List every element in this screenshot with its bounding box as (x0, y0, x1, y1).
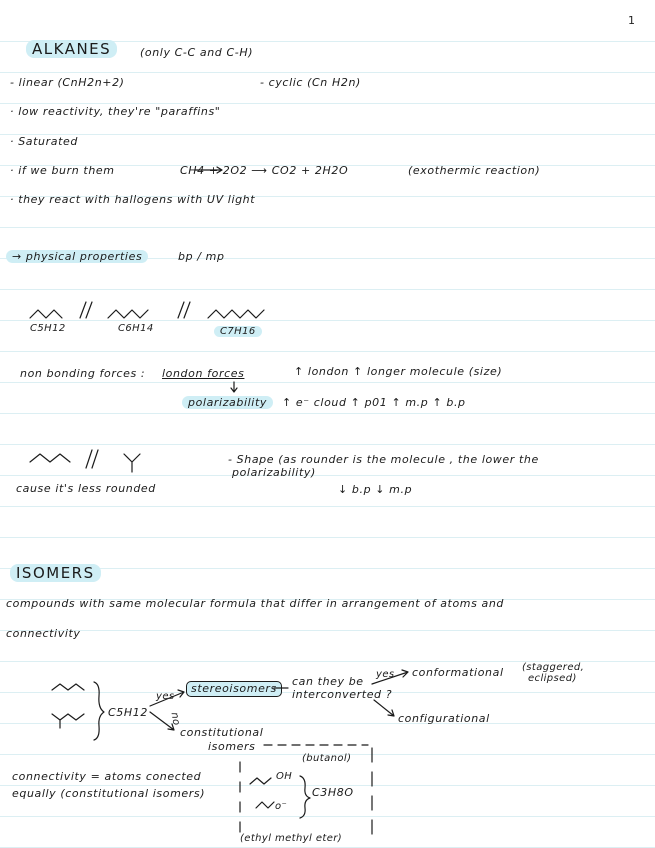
shape-trend: ↓ b.p ↓ m.p (338, 483, 413, 496)
skeletal-c5h12-icon (30, 310, 62, 318)
halogen-reaction: · they react with hallogens with UV light (10, 193, 256, 206)
molecule-c6h14: C6H14 (118, 323, 154, 334)
skeletal-isopentane-icon (52, 714, 84, 728)
saturated: · Saturated (10, 135, 78, 148)
double-slash-icon (86, 450, 98, 468)
isomers-title: ISOMERS (10, 564, 101, 582)
alkanes-subtitle: (only C-C and C-H) (140, 46, 254, 59)
polarizability-trend: ↑ e⁻ cloud ↑ p01 ↑ m.p ↑ b.p (282, 396, 466, 409)
shape-note-line2: polarizability) (232, 466, 316, 479)
london-forces: london forces (162, 367, 245, 380)
alkanes-title: ALKANES (26, 40, 117, 58)
polarizability-label: polarizability (182, 396, 273, 410)
low-reactivity: · low reactivity, they're "paraffins" (10, 105, 221, 118)
yes-arrow-icon (150, 690, 184, 706)
connectivity-note-line1: connectivity = atoms conected (12, 770, 202, 783)
yes-label-2: yes (376, 669, 395, 680)
no-label: no (168, 711, 182, 727)
connectivity-note-line2: equally (constitutional isomers) (12, 787, 206, 800)
isomers-definition-line2: connectivity (6, 627, 81, 640)
skeletal-pentane-icon (52, 684, 84, 690)
skeletal-branched-icon (124, 454, 140, 472)
cause-less-rounded: cause it's less rounded (16, 482, 156, 495)
molecule-c7h16: C7H16 (214, 325, 262, 339)
skeletal-c7h16-icon (208, 310, 264, 318)
isomer-formula: C5H12 (108, 706, 148, 719)
yes-label-1: yes (156, 691, 175, 702)
staggered-label: (staggered, (522, 662, 585, 673)
ether-oxygen: o⁻ (275, 801, 288, 812)
double-slash-icon (80, 302, 92, 318)
skeletal-ether-icon (256, 802, 274, 808)
conformational-arrow-icon (372, 670, 408, 684)
shape-note-line1: - Shape (as rounder is the molecule , the lower the (228, 453, 539, 466)
double-slash-icon (178, 302, 190, 318)
skeletal-linear-icon (30, 454, 70, 462)
interconvert-question-line2: interconverted ? (292, 688, 393, 701)
eclipsed-label: eclipsed) (528, 673, 577, 684)
arrow-right-icon (195, 167, 222, 173)
physical-properties-label: → physical properties (6, 250, 148, 264)
london-trend: ↑ london ↑ longer molecule (size) (294, 365, 503, 378)
no-arrow-icon (150, 712, 174, 730)
page-number: 1 (628, 14, 635, 27)
molecule-c5h12: C5H12 (30, 323, 66, 334)
constitutional-line1: constitutional (180, 726, 264, 739)
configurational: configurational (398, 712, 490, 725)
combustion-equation: CH4 + 2O2 ⟶ CO2 + 2H2O (180, 164, 349, 177)
skeletal-c6h14-icon (108, 310, 148, 318)
constitutional-line2: isomers (208, 740, 256, 753)
interconvert-question-line1: can they be (292, 675, 364, 688)
burn-statement: · if we burn them (10, 164, 115, 177)
oh-group: OH (276, 771, 293, 782)
isomers-definition-line1: compounds with same molecular formula that differ in arrangement of atoms and (6, 597, 505, 610)
skeletal-butanol-icon (250, 778, 271, 784)
brace-icon (300, 776, 310, 818)
ethyl-methyl-ether-label: (ethyl methyl eter) (240, 833, 343, 844)
configurational-arrow-icon (374, 700, 394, 716)
c3h8o-formula: C3H8O (312, 786, 354, 799)
exothermic-note: (exothermic reaction) (408, 164, 541, 177)
linear-alkanes: - linear (CnH2n+2) (10, 76, 125, 89)
cyclic-alkanes: - cyclic (Cn H2n) (260, 76, 361, 89)
brace-icon (94, 682, 104, 740)
nonbonding-forces: non bonding forces : (20, 367, 146, 380)
conformational: conformational (412, 666, 504, 679)
butanol-label: (butanol) (302, 753, 352, 764)
arrow-down-icon (231, 382, 237, 392)
stereoisomers-box: stereoisomers (186, 681, 282, 697)
bp-mp-label: bp / mp (178, 250, 225, 263)
